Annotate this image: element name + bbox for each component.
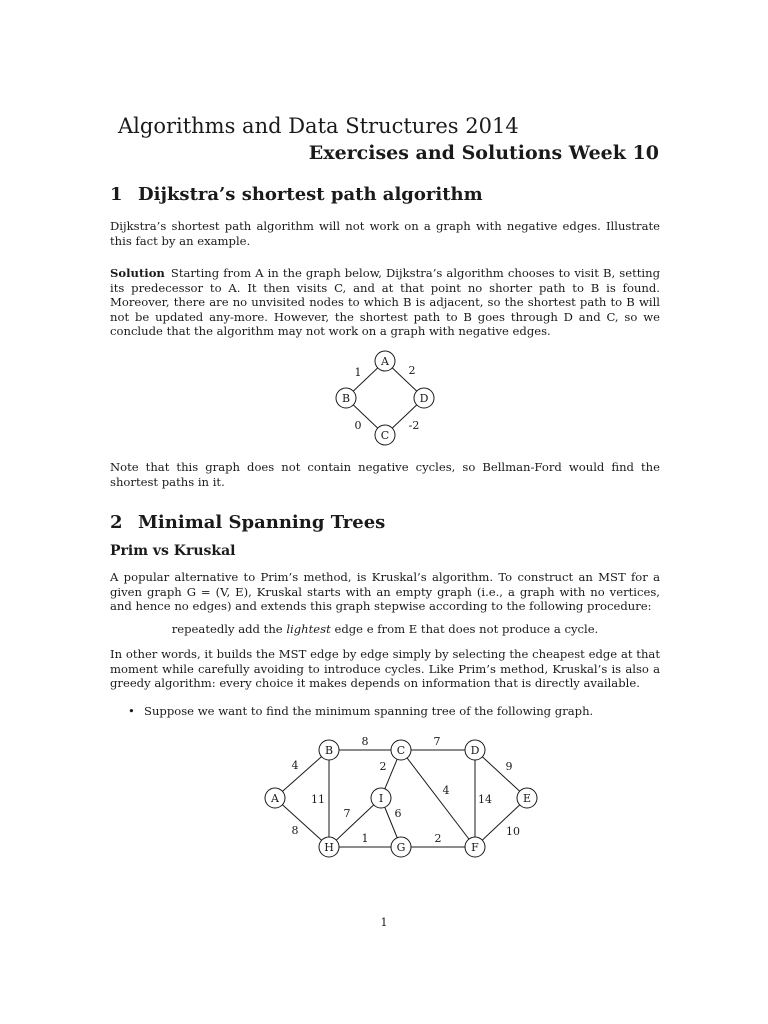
mst-node-label-c: C: [396, 744, 406, 757]
solution-label: Solution: [110, 266, 165, 280]
mst-node-label-g: G: [396, 841, 406, 854]
bullet-text: Suppose we want to find the minimum spanning tree of the following graph.: [144, 704, 594, 718]
bullet-icon: •: [128, 704, 135, 718]
note-text: Note that this graph does not contain negative cycles, so Bellman-Ford would find the shortest paths in it.: [110, 460, 660, 489]
page-number: 1: [380, 916, 388, 929]
dijkstra-edge-weight-a-b: 1: [354, 366, 362, 379]
mst-edge-weight-b-c: 8: [361, 735, 369, 748]
mst-edge-a-b: [275, 750, 329, 798]
mst-edge-weight-d-f: 14: [478, 793, 492, 806]
procedure-after: edge e from E that does not produce a cycle.: [330, 622, 599, 636]
dijkstra-edge-weight-d-c: -2: [408, 419, 420, 432]
mst-edge-weight-i-g: 6: [394, 807, 402, 820]
mst-graph-figure: [255, 728, 555, 863]
explanation-text: In other words, it builds the MST edge by edge simply by selecting the cheapest edge at that moment while carefully avoiding to introduce cycles. Like Prim’s method, Kruskal’s is also a greedy algorithm: every choice it makes depends on information that is directly available.: [110, 647, 660, 691]
procedure-statement: [110, 622, 660, 636]
dijkstra-graph-figure: [320, 345, 450, 450]
procedure-emphasis: lightest: [286, 622, 331, 636]
mst-edge-weight-b-h: 11: [311, 793, 325, 806]
section-1-heading: [110, 184, 483, 205]
mst-edge-weight-a-h: 8: [291, 824, 299, 837]
subsection-title: Prim vs Kruskal: [110, 543, 236, 559]
section-1-title: Dijkstra’s shortest path algorithm: [138, 184, 483, 205]
mst-edge-weight-e-f: 10: [506, 825, 520, 838]
section-2-explanation: [110, 647, 660, 691]
intro-text: A popular alternative to Prim’s method, is Kruskal’s algorithm. To construct an MST for a given graph G = (V, E), Kruskal starts with an empty graph (i.e., a graph with no vertices, and hence no edges) and extends this graph stepwise according to the following procedure:: [110, 570, 660, 614]
mst-edge-weight-h-i: 7: [343, 807, 351, 820]
bullet-item: [128, 704, 593, 718]
mst-node-label-e: E: [522, 792, 532, 805]
mst-node-label-f: F: [471, 841, 479, 854]
mst-node-label-h: H: [324, 841, 334, 854]
mst-edge-weight-g-f: 2: [434, 832, 442, 845]
dijkstra-edge-weight-b-c: 0: [354, 419, 362, 432]
mst-edge-weight-h-g: 1: [361, 832, 369, 845]
mst-edge-weight-d-e: 9: [505, 760, 513, 773]
section-1-number: 1: [110, 184, 123, 205]
section-2-heading: [110, 512, 385, 533]
mst-node-label-a: A: [271, 792, 279, 805]
dijkstra-edge-weight-a-d: 2: [408, 364, 416, 377]
mst-node-label-d: D: [470, 744, 480, 757]
section-1-solution: [110, 266, 660, 339]
mst-edge-d-e: [475, 750, 527, 798]
section-2-number: 2: [110, 512, 123, 533]
mst-node-label-b: B: [324, 744, 334, 757]
document-subtitle: Exercises and Solutions Week 10: [308, 142, 659, 164]
section-1-question: [110, 219, 660, 248]
procedure-before: repeatedly add the: [171, 622, 287, 636]
dijkstra-node-label-a: A: [381, 355, 389, 368]
dijkstra-node-label-c: C: [380, 429, 390, 442]
mst-edge-weight-c-d: 7: [433, 735, 441, 748]
course-title: Algorithms and Data Structures 2014: [118, 114, 519, 138]
mst-edge-weight-c-i: 2: [379, 760, 387, 773]
mst-node-label-i: I: [378, 792, 384, 805]
solution-text: Starting from A in the graph below, Dijkstra’s algorithm chooses to visit B, setting its predecessor to A. It then visits C, and at that point no shorter path to B is found. Moreover, there are no unvisited nodes to which B is adjacent, so the shortest path to B will not be updated any-more. However, the shortest path to B goes through D and C, so we conclude that the algorithm may not work on a graph with negative edges.: [110, 266, 660, 339]
section-1-note: [110, 460, 660, 489]
section-2-intro: [110, 570, 660, 614]
mst-edge-h-i: [329, 798, 381, 847]
question-text: Dijkstra’s shortest path algorithm will not work on a graph with negative edges. Illustrate this fact by an example.: [110, 219, 660, 248]
mst-edge-weight-a-b: 4: [291, 759, 299, 772]
mst-edge-weight-c-f: 4: [442, 784, 450, 797]
dijkstra-node-label-d: D: [419, 392, 429, 405]
dijkstra-node-label-b: B: [341, 392, 351, 405]
section-2-title: Minimal Spanning Trees: [138, 512, 386, 533]
